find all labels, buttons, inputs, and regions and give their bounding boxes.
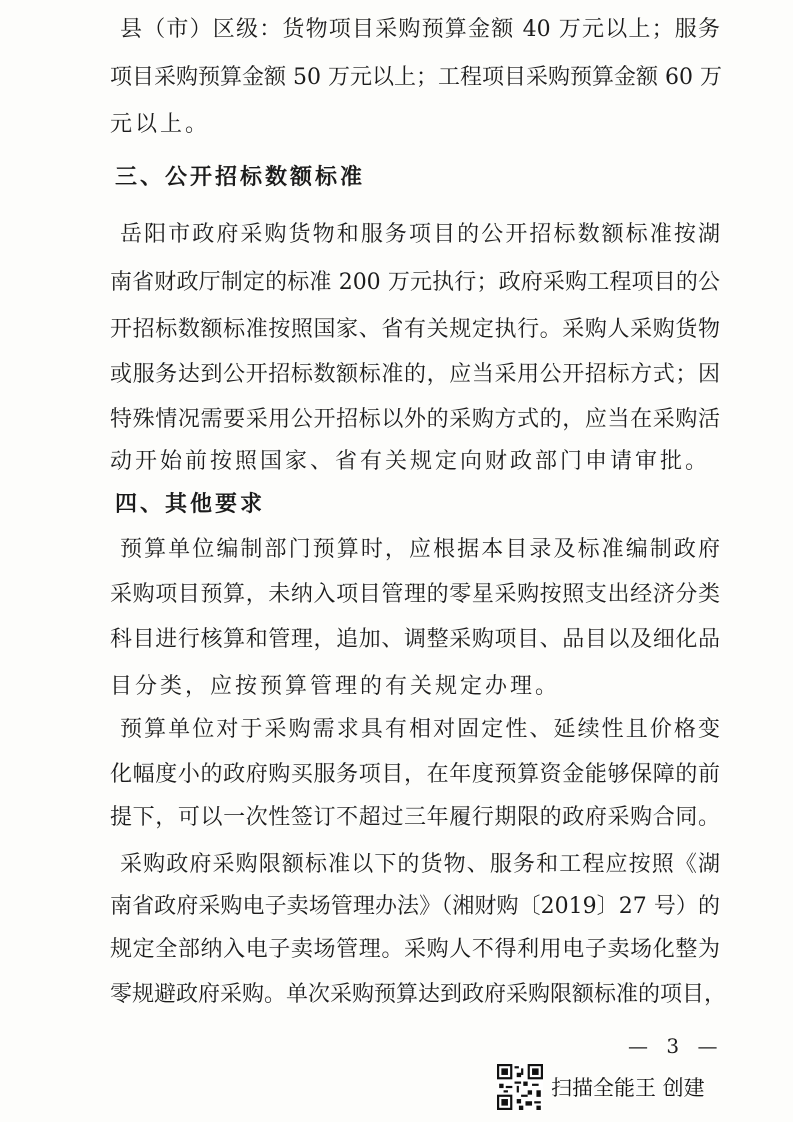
text-line: 采购政府采购限额标准以下的货物、服务和工程应按照《湖 [120,852,720,877]
watermark-text: 扫描全能王 创建 [551,1076,705,1100]
text-line: 规定全部纳入电子卖场管理。采购人不得利用电子卖场化整为 [110,937,720,962]
text-line: 科目进行核算和管理，追加、调整采购项目、品目以及细化品 [110,627,720,652]
text-line: 开招标数额标准按照国家、省有关规定执行。采购人采购货物 [110,317,720,342]
text-line: 目分类，应按预算管理的有关规定办理。 [110,674,561,699]
scanner-watermark [497,1064,705,1110]
text-line: 项目采购预算金额 50 万元以上；工程项目采购预算金额 60 万 [110,65,722,90]
text-line: 南省政府采购电子卖场管理办法》（湘财购〔2019〕27 号）的 [110,894,720,919]
text-line: 预算单位对于采购需求具有相对固定性、延续性且价格变 [120,717,720,742]
section-heading: 三、公开招标数额标准 [115,165,366,190]
qr-code-icon [497,1064,543,1110]
text-line: 预算单位编制部门预算时，应根据本目录及标准编制政府 [120,537,720,562]
text-line: 提下，可以一次性签订不超过三年履行期限的政府采购合同。 [110,805,720,830]
text-line: 元以上。 [110,112,211,137]
text-line: 县（市）区级：货物项目采购预算金额 40 万元以上；服务 [120,17,720,42]
text-line: 化幅度小的政府购买服务项目，在年度预算资金能够保障的前 [110,762,720,787]
text-line: 南省财政厅制定的标准 200 万元执行；政府采购工程项目的公 [110,270,720,295]
text-line: 或服务达到公开招标数额标准的，应当采用公开招标方式；因 [110,362,720,387]
text-line: 动开始前按照国家、省有关规定向财政部门申请审批。 [110,449,711,474]
text-line: 岳阳市政府采购货物和服务项目的公开招标数额标准按湖 [120,222,720,247]
text-line: 采购项目预算，未纳入项目管理的零星采购按照支出经济分类 [110,582,720,607]
text-line: 特殊情况需要采用公开招标以外的采购方式的，应当在采购活 [110,407,720,432]
section-heading: 四、其他要求 [115,492,266,517]
text-line: 零规避政府采购。单次采购预算达到政府采购限额标准的项目， [110,982,727,1007]
page-number: — 3 — [628,1034,724,1058]
